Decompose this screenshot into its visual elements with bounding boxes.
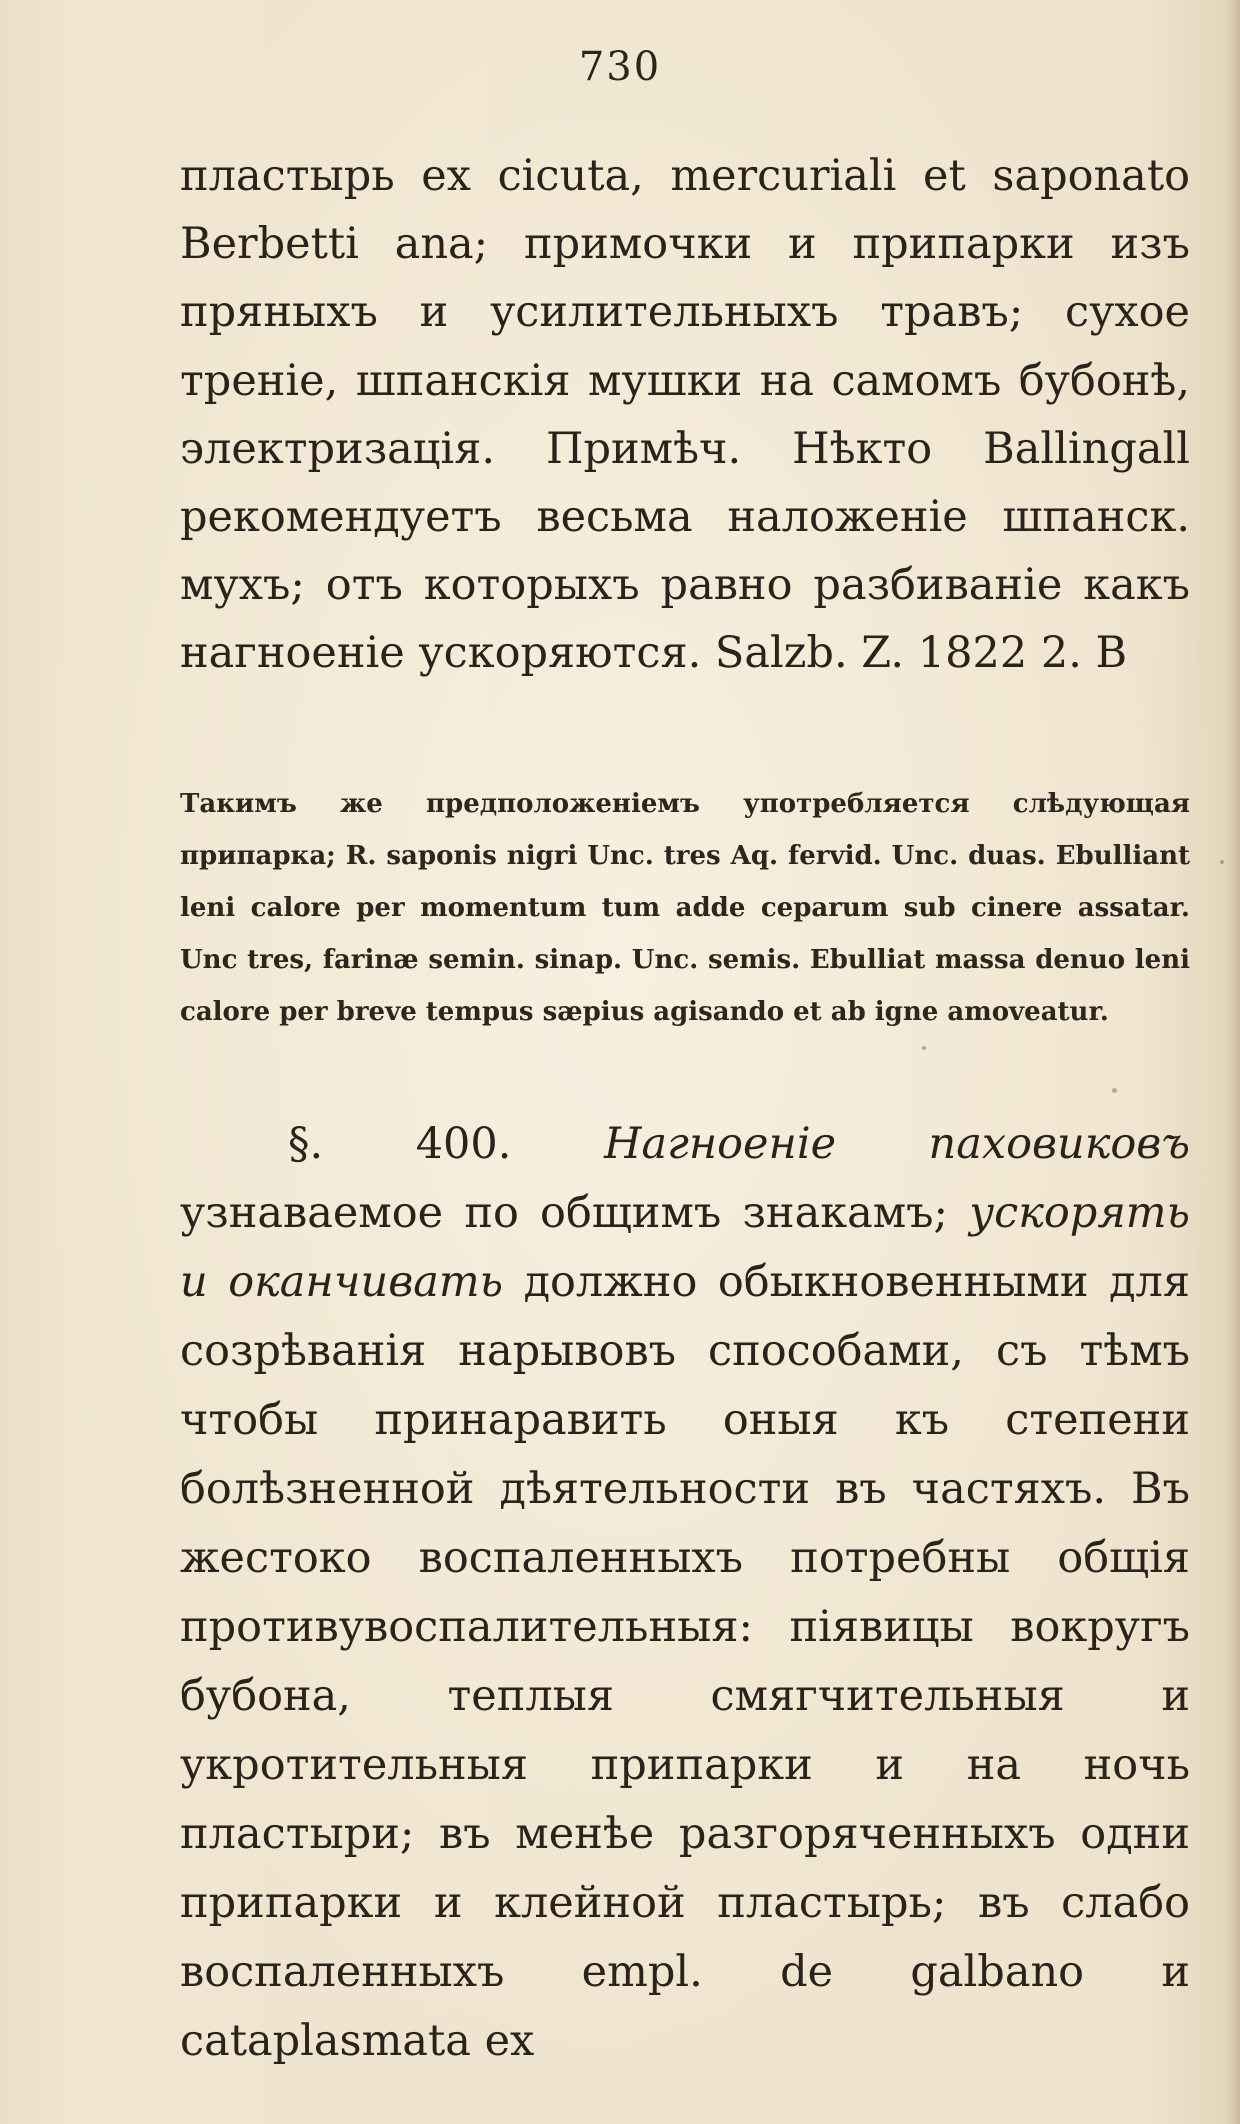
section-text-1: узнаваемое по общимъ знакамъ;: [180, 1188, 949, 1238]
section-400: [180, 1110, 1190, 2076]
section-conjunction: и: [180, 1257, 208, 1307]
section-text-2: должно обыкновенными для созрѣванія нарывовъ способами, съ тѣмъ чтобы принаравить оныя къ степени болѣзненной дѣятельности въ частяхъ. Въ жестоко воспаленныхъ потребны общія противувоспалительныя: піявицы вокругъ бубона, теплыя смягчительныя и укротительныя припарки и на ночь пластыри; въ менѣе разгоряченныхъ одни припарки и клейной пластырь; въ слабо воспаленныхъ empl. de galbano и cataplasmata ex: [180, 1257, 1191, 2066]
page-edge-shadow: [1226, 0, 1240, 2124]
paper-speck: [1112, 1088, 1117, 1093]
section-emphasis-2: оканчивать: [228, 1257, 504, 1307]
section-number: §. 400.: [288, 1119, 512, 1169]
main-paragraph: пластырь ex cicuta, mercuriali et saponato Berbetti ana; примочки и припарки изъ пряныхъ и усилительныхъ травъ; сухое треніе, шпанскія мушки на самомъ бубонѣ, электризація. Примѣч. Нѣкто Ballingall рекомендуетъ весьма наложеніе шпанск. мухъ; отъ которыхъ равно разбиваніе какъ нагноеніе ускоряются. Salzb. Z. 1822 2. B: [180, 151, 1190, 679]
footnote: Такимъ же предположеніемъ употребляется слѣдующая припарка; R. saponis nigri Unc. tres Aq. fervid. Unc. duas. Ebulliant leni calore per momentum tum adde ceparum sub cinere assatar. Unc tres, farinæ semin. sinap. Unc. semis. Ebulliat massa denuo leni calore per breve tempus sæpius agisando et ab igne amoveatur.: [180, 789, 1190, 1027]
section-title: Нагноеніе паховиковъ: [603, 1119, 1190, 1169]
paper-speck: [1220, 860, 1224, 864]
paper-speck: [922, 1046, 926, 1050]
page-number: 730: [578, 44, 662, 90]
section-emphasis-1: ускорять: [969, 1188, 1190, 1238]
